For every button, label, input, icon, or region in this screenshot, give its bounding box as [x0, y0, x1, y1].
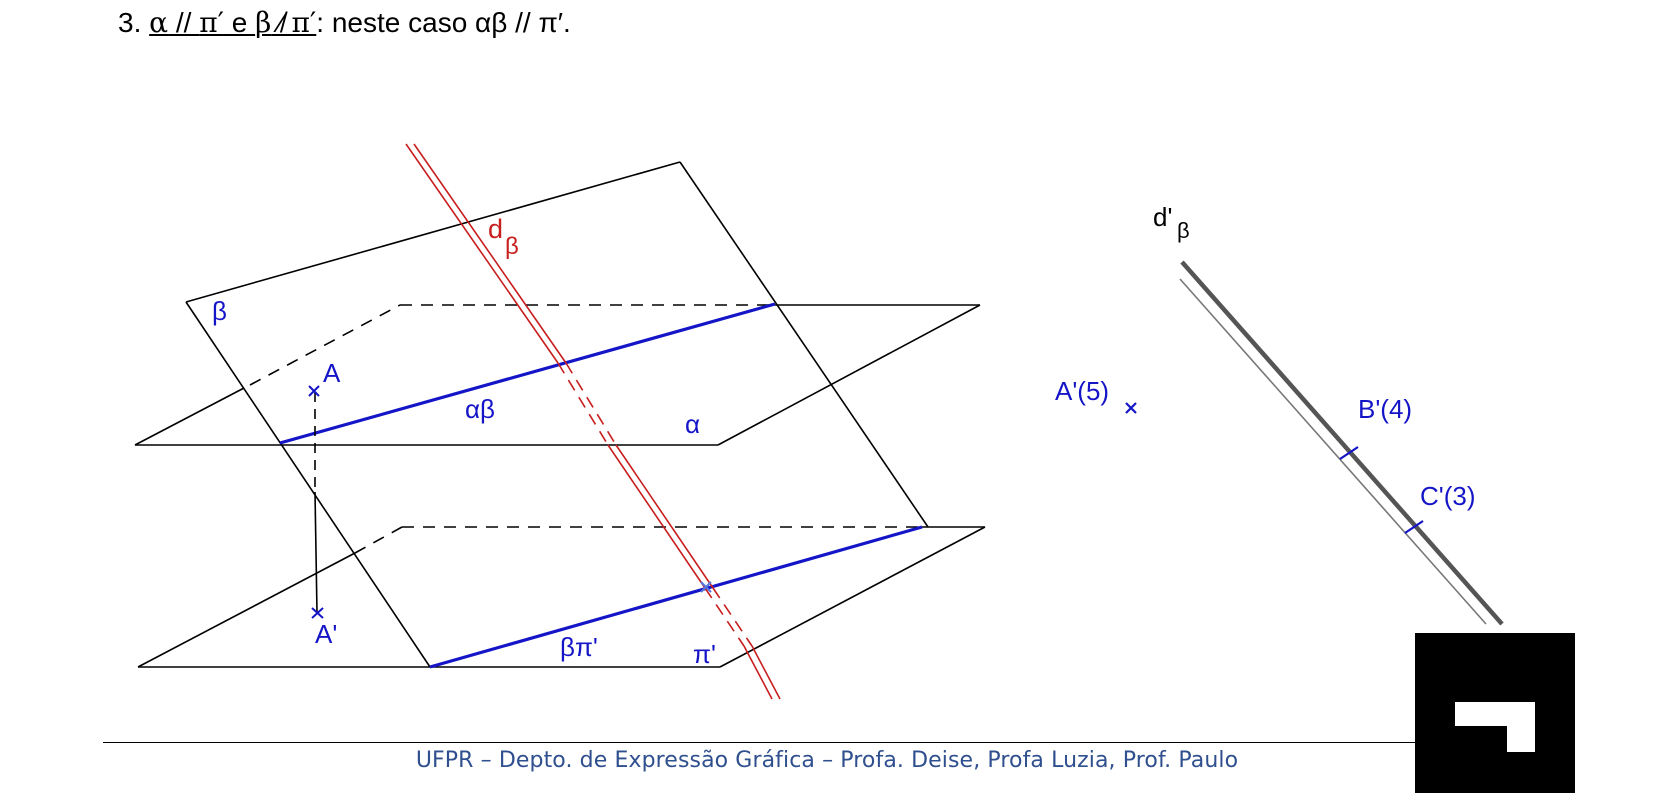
label-beta-pi-prime: βπ' — [560, 632, 598, 662]
d-beta-line-b-bottom — [752, 646, 780, 699]
plane-alpha — [135, 305, 980, 445]
heading-alpha: α — [149, 6, 169, 39]
label-beta: β — [212, 296, 227, 326]
heading-pi-prime-1: π′ — [199, 6, 224, 39]
beta-left-edge — [186, 302, 430, 667]
heading-conj: e — [223, 7, 256, 38]
d-beta-line-b-hidden-2 — [713, 588, 752, 646]
footer-credits: UFPR – Depto. de Expressão Gráfica – Profa. Deise, Profa Luzia, Prof. Paulo — [415, 748, 1239, 773]
label-a-prime-5: A'(5) — [1055, 376, 1110, 406]
label-c-prime-3: C'(3) — [1420, 481, 1476, 511]
intersection-beta-pi-prime — [430, 527, 922, 667]
projection-line-visible — [315, 492, 317, 613]
pi-left-edge-hidden — [355, 527, 402, 553]
d-beta-line-a-hidden — [558, 363, 608, 445]
d-beta-line-a-bottom — [744, 646, 772, 699]
point-a-prime-5-marker — [1126, 403, 1136, 413]
d-beta-line-b-top — [414, 144, 566, 363]
plane-beta — [186, 162, 928, 667]
pi-left-edge — [138, 553, 355, 667]
label-alpha-beta: αβ — [465, 394, 495, 424]
label-d-beta: d — [488, 214, 504, 244]
alpha-right-edge — [718, 305, 980, 445]
intersection-alpha-beta — [280, 304, 775, 443]
point-a-projection — [315, 392, 317, 613]
beta-right-edge — [680, 162, 928, 527]
heading-parallel-1: // — [168, 7, 200, 38]
heading-pi-prime-2: π′ — [291, 6, 317, 39]
logo-mark-vertical — [1507, 702, 1535, 752]
d-prime-beta-thick-line — [1182, 262, 1502, 624]
d-beta-line-b-mid — [616, 445, 713, 588]
label-point-a: A — [323, 358, 341, 388]
label-d-beta-subscript: β — [505, 233, 519, 260]
d-beta-line-a-top — [406, 144, 558, 363]
label-b-prime-4: B'(4) — [1358, 394, 1413, 424]
label-d-prime-beta-subscript: β — [1177, 218, 1190, 243]
d-prime-beta-thin-line — [1180, 279, 1486, 624]
point-a-marker — [309, 386, 319, 396]
label-alpha: α — [685, 409, 701, 439]
label-pi-prime: π' — [693, 639, 716, 669]
d-beta-line-a-hidden-2 — [705, 588, 744, 646]
label-d-prime-beta: d' — [1153, 202, 1173, 232]
heading-beta: β — [255, 6, 272, 39]
label-point-a-prime: A' — [315, 619, 338, 649]
heading-conclusion: : neste caso αβ // π′. — [316, 7, 571, 38]
footer-divider — [103, 742, 1424, 743]
heading-number: 3. — [118, 7, 142, 38]
alpha-left-edge — [135, 388, 244, 445]
heading-not-parallel: ⁄̸ — [271, 7, 292, 38]
d-beta-line-a-mid — [608, 445, 705, 588]
corner-logo — [1415, 633, 1575, 793]
d-beta-line-b-hidden — [566, 363, 616, 445]
